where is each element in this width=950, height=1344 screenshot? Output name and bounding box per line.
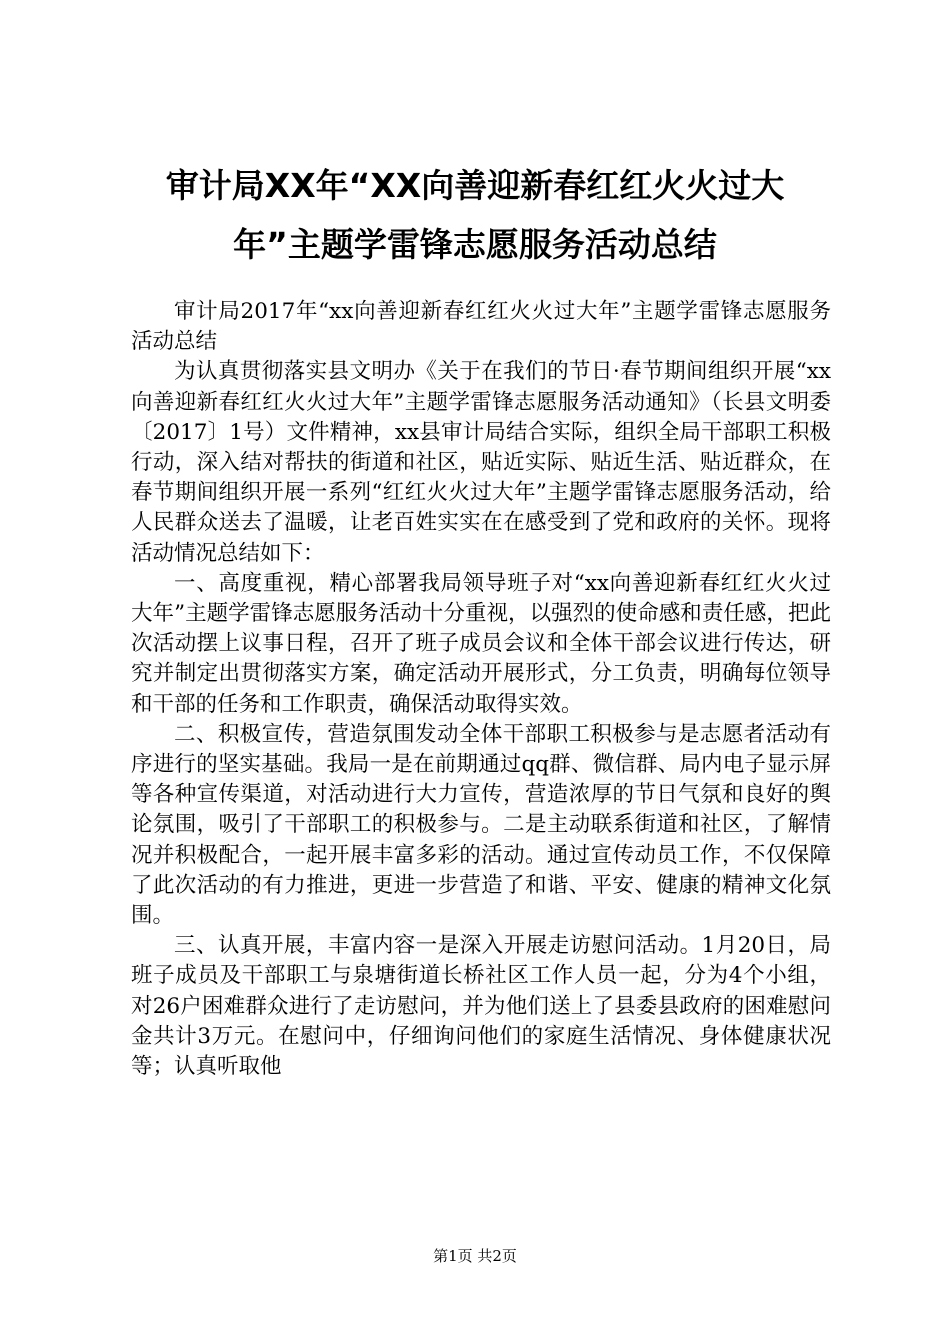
document-title-line-2: 年”主题学雷锋志愿服务活动总结	[233, 225, 717, 264]
document-title	[120, 156, 830, 274]
paragraph-subtitle: 审计局2017年“xx向善迎新春红红火火过大年”主题学雷锋志愿服务活动总结	[131, 299, 831, 355]
page-number-footer: 第1页 共2页	[433, 1247, 517, 1265]
paragraph-section-1: 一、高度重视，精心部署我局领导班子对“xx向善迎新春红红火火过大年”主题学雷锋志愿服务活动十分重视，以强烈的使命感和责任感，把此次活动摆上议事日程，召开了班子成员会议和全体干部会议进行传达，研究并制定出贯彻落实方案，确定活动开展形式，分工负责，明确每位领导和干部的任务和工作职责，确保活动取得实效。	[131, 570, 831, 717]
paragraph-section-3: 三、认真开展，丰富内容一是深入开展走访慰问活动。1月20日，局班子成员及干部职工与泉塘街道长桥社区工作人员一起，分为4个小组，对26户困难群众进行了走访慰问，并为他们送上了县委县政府的困难慰问金共计3万元。在慰问中，仔细询问他们的家庭生活情况、身体健康状况等；认真听取他	[131, 933, 831, 1080]
paragraph-section-2: 二、积极宣传，营造氛围发动全体干部职工积极参与是志愿者活动有序进行的坚实基础。我局一是在前期通过qq群、微信群、局内电子显示屏等各种宣传渠道，对活动进行大力宣传，营造浓厚的节日气氛和良好的舆论氛围，吸引了干部职工的积极参与。二是主动联系街道和社区，了解情况并积极配合，一起开展丰富多彩的活动。通过宣传动员工作，不仅保障了此次活动的有力推进，更进一步营造了和谐、平安、健康的精神文化氛围。	[131, 721, 831, 929]
paragraph-intro: 为认真贯彻落实县文明办《关于在我们的节日·春节期间组织开展“xx向善迎新春红红火火过大年”主题学雷锋志愿服务活动通知》（长县文明委〔2017〕1号）文件精神，xx县审计局结合实际，组织全局干部职工积极行动，深入结对帮扶的街道和社区，贴近实际、贴近生活、贴近群众，在春节期间组织开展一系列“红红火火过大年”主题学雷锋志愿服务活动，给人民群众送去了温暖，让老百姓实实在在感受到了党和政府的关怀。现将活动情况总结如下：	[131, 359, 831, 566]
document-body	[131, 297, 831, 1082]
document-title-line-1: 审计局XX年“XX向善迎新春红红火火过大	[165, 166, 785, 205]
